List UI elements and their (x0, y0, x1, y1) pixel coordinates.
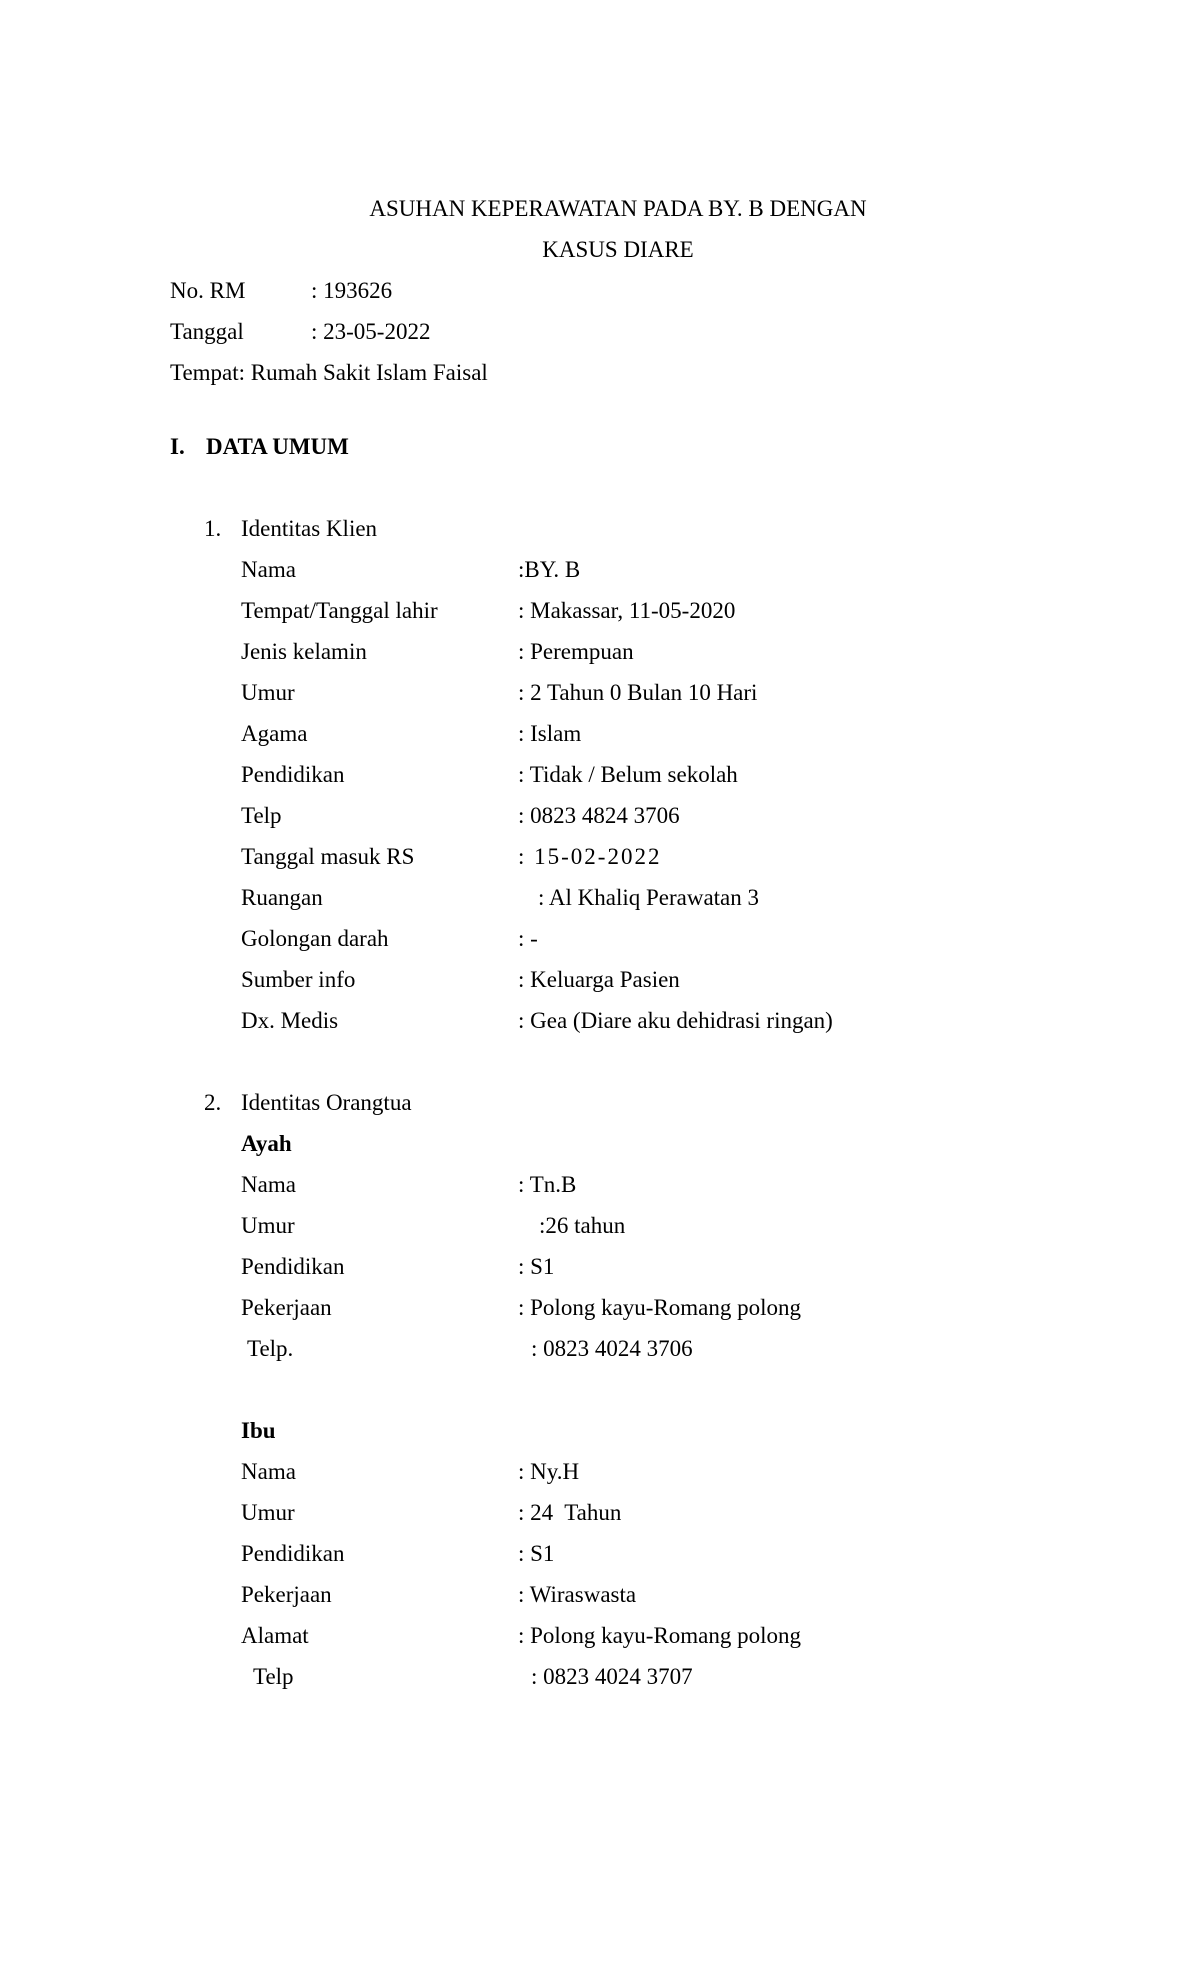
father-row-label: Nama (241, 1172, 296, 1197)
client-row-label: Nama (241, 557, 296, 582)
mother-row-label: Alamat (241, 1623, 309, 1648)
mother-row-label: Umur (241, 1500, 295, 1525)
mother-row-value: : Wiraswasta (518, 1582, 637, 1607)
mother-row-value: : 24 Tahun (518, 1500, 622, 1525)
place-line: Tempat: Rumah Sakit Islam Faisal (170, 360, 488, 385)
date-value: : 23-05-2022 (311, 319, 431, 344)
rm-value: : 193626 (311, 278, 393, 303)
father-row-value: : Tn.B (518, 1172, 577, 1197)
client-row-label: Ruangan (241, 885, 323, 910)
client-row-label: Umur (241, 680, 295, 705)
document-title-line-1: ASUHAN KEPERAWATAN PADA BY. B DENGAN (369, 196, 867, 221)
father-row-value: : S1 (518, 1254, 555, 1279)
date-label: Tanggal (170, 319, 244, 344)
father-row-value: :26 tahun (539, 1213, 626, 1238)
mother-row-value: : Ny.H (518, 1459, 580, 1484)
client-row-label: Sumber info (241, 967, 356, 992)
mother-row-label: Pekerjaan (241, 1582, 332, 1607)
client-row-value: : Makassar, 11-05-2020 (518, 598, 736, 623)
father-row-label: Umur (241, 1213, 295, 1238)
rm-label: No. RM (170, 278, 246, 303)
mother-row-label: Telp (253, 1664, 294, 1689)
client-row-value: : Keluarga Pasien (518, 967, 680, 992)
client-row-value: :BY. B (518, 557, 581, 582)
client-row-value: : 2 Tahun 0 Bulan 10 Hari (518, 680, 758, 705)
father-row-label: Telp. (247, 1336, 294, 1361)
client-row-value: : Perempuan (518, 639, 634, 664)
client-row-label: Golongan darah (241, 926, 389, 951)
client-row-label: Tanggal masuk RS (241, 844, 415, 869)
father-row-label: Pendidikan (241, 1254, 345, 1279)
client-row-label: Jenis kelamin (241, 639, 367, 664)
client-number: 1. (204, 516, 222, 541)
client-row-value: : - (518, 926, 538, 951)
client-row-label: Telp (241, 803, 282, 828)
section-number: I. (170, 434, 185, 459)
client-row-value: : 15-02-2022 (518, 844, 662, 869)
client-row-label: Pendidikan (241, 762, 345, 787)
client-row-value: : Tidak / Belum sekolah (518, 762, 738, 787)
section-title: DATA UMUM (206, 434, 349, 459)
father-row-value: : 0823 4024 3706 (531, 1336, 693, 1361)
parents-number: 2. (204, 1090, 222, 1115)
mother-row-label: Pendidikan (241, 1541, 345, 1566)
parents-heading: Identitas Orangtua (241, 1090, 412, 1115)
client-row-label: Tempat/Tanggal lahir (241, 598, 438, 623)
client-row-label: Dx. Medis (241, 1008, 339, 1033)
document-title-line-2: KASUS DIARE (542, 237, 694, 262)
mother-row-value: : S1 (518, 1541, 555, 1566)
client-row-value: : Gea (Diare aku dehidrasi ringan) (518, 1008, 833, 1033)
father-row-label: Pekerjaan (241, 1295, 332, 1320)
mother-row-value: : Polong kayu-Romang polong (518, 1623, 802, 1648)
client-row-value: : 0823 4824 3706 (518, 803, 680, 828)
mother-row-value: : 0823 4024 3707 (531, 1664, 693, 1689)
client-row-value: : Islam (518, 721, 582, 746)
father-row-value: : Polong kayu-Romang polong (518, 1295, 802, 1320)
father-heading: Ayah (241, 1131, 292, 1156)
mother-heading: Ibu (241, 1418, 276, 1443)
client-row-value: : Al Khaliq Perawatan 3 (538, 885, 760, 910)
mother-row-label: Nama (241, 1459, 296, 1484)
client-row-label: Agama (241, 721, 308, 746)
client-heading: Identitas Klien (241, 516, 378, 541)
